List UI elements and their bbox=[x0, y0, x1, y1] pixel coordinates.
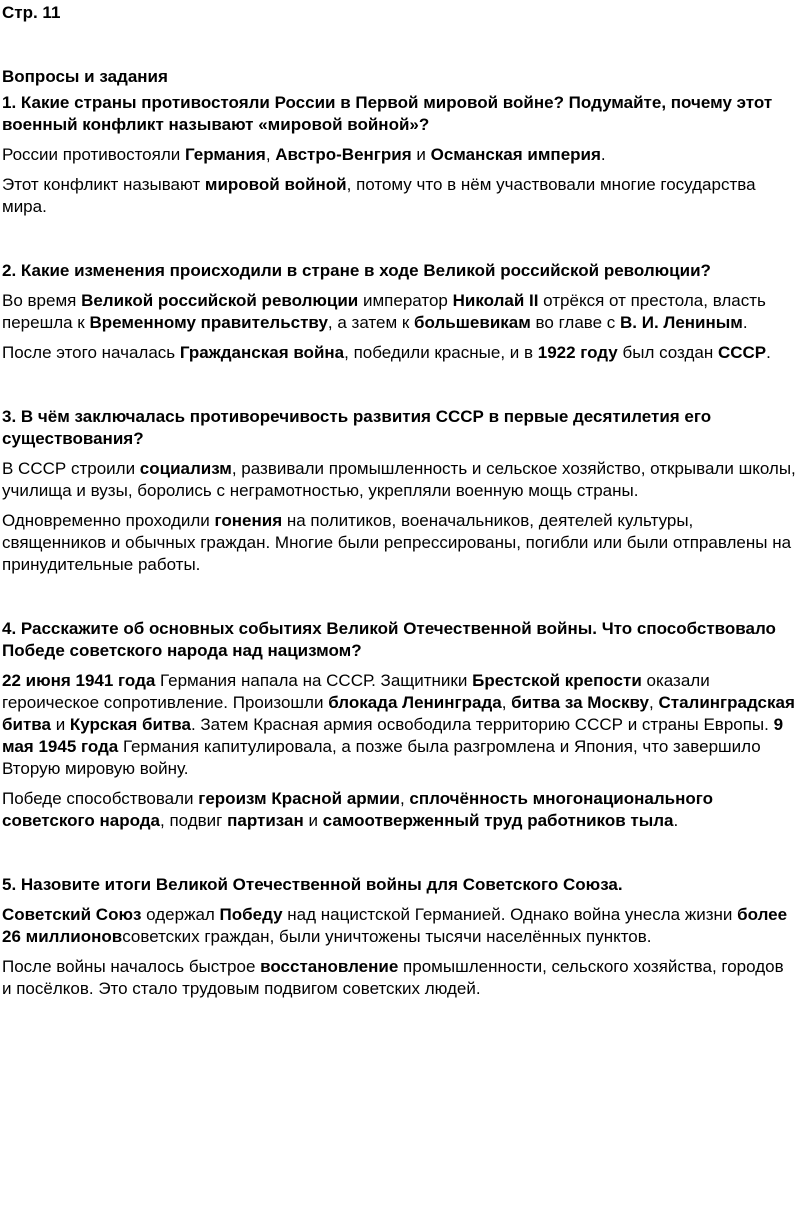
answer-text: и bbox=[303, 811, 323, 830]
answer-text: Одновременно проходили bbox=[2, 511, 215, 530]
answer-text: над нацистской Германией. Однако война унесла жизни bbox=[282, 905, 738, 924]
answer-text: во главе с bbox=[530, 313, 621, 332]
answer-paragraph bbox=[2, 670, 800, 780]
question-block bbox=[2, 92, 800, 218]
answer-text: . bbox=[600, 145, 606, 164]
question-title: 2. Какие изменения происходили в стране в ходе Великой российской революции? bbox=[2, 261, 711, 280]
answer-text: и bbox=[50, 715, 70, 734]
answer-paragraph bbox=[2, 174, 800, 218]
question-title: 4. Расскажите об основных событиях Великой Отечественной войны. Что способствовало Победе советского народа над нацизмом? bbox=[2, 619, 776, 660]
answer-text: . bbox=[673, 811, 679, 830]
answer-text: Этот конфликт называют bbox=[2, 175, 205, 194]
question-title: 1. Какие страны противостояли России в Первой мировой войне? Подумайте, почему этот военный конфликт называют «мировой войной»? bbox=[2, 93, 773, 134]
answer-text: , развивали промышленность и сельское хозяйство, открывали школы, училища и вузы, боролись с неграмотностью, укрепляли военную мощь страны. bbox=[2, 459, 796, 500]
question-title: 5. Назовите итоги Великой Отечественной войны для Советского Союза. bbox=[2, 875, 623, 894]
bold-term: Великой российской революции bbox=[81, 291, 359, 310]
bold-term: 1922 году bbox=[537, 343, 618, 362]
answer-text: Германия напала на СССР. Защитники bbox=[155, 671, 473, 690]
bold-term: Брестской крепости bbox=[472, 671, 642, 690]
question-block bbox=[2, 874, 800, 1000]
page-number: Стр. 11 bbox=[2, 3, 61, 22]
bold-term: сплочённость многонационального советского народа bbox=[2, 789, 713, 830]
bold-term: В. И. Лениным bbox=[620, 313, 743, 332]
answer-text: . Затем Красная армия освободила территорию СССР и страны Европы. bbox=[190, 715, 774, 734]
answer-paragraph bbox=[2, 904, 800, 948]
bold-term: большевикам bbox=[414, 313, 531, 332]
answer-text: и bbox=[411, 145, 431, 164]
bold-term: Австро-Венгрия bbox=[275, 145, 412, 164]
bold-term: гонения bbox=[214, 511, 283, 530]
answer-text: император bbox=[358, 291, 453, 310]
answer-text: советских граждан, были уничтожены тысячи населённых пунктов. bbox=[122, 927, 652, 946]
answer-text: , bbox=[649, 693, 659, 712]
answer-text: , bbox=[399, 789, 410, 808]
answer-paragraph bbox=[2, 788, 800, 832]
bold-term: Николай II bbox=[452, 291, 539, 310]
bold-term: Османская империя bbox=[430, 145, 601, 164]
answer-text: , победили красные, и в bbox=[344, 343, 538, 362]
bold-term: Победу bbox=[219, 905, 283, 924]
answer-text: Победе способствовали bbox=[2, 789, 199, 808]
bold-term: СССР bbox=[717, 343, 767, 362]
bold-term: блокада Ленинграда bbox=[328, 693, 502, 712]
bold-term: героизм Красной армии bbox=[198, 789, 400, 808]
bold-term: Сталинградская битва bbox=[2, 693, 795, 734]
section-title: Вопросы и задания bbox=[2, 67, 168, 86]
answer-text: на политиков, военачальников, деятелей культуры, священников и обычных граждан. Многие были репрессированы, погибли или были отправлены на принудительные работы. bbox=[2, 511, 792, 574]
bold-term: Временному правительству bbox=[89, 313, 328, 332]
answer-text: , а затем к bbox=[327, 313, 415, 332]
answer-text: отрёкся от престола, власть перешла к bbox=[2, 291, 766, 332]
answer-paragraph bbox=[2, 458, 800, 502]
bold-term: Советский Союз bbox=[2, 905, 142, 924]
bold-term: мировой войной bbox=[204, 175, 347, 194]
questions-list bbox=[2, 92, 800, 1000]
bold-term: более 26 миллионов bbox=[2, 905, 788, 946]
answer-text: , bbox=[265, 145, 276, 164]
answer-text: оказали героическое сопротивление. Произошли bbox=[2, 671, 710, 712]
bold-term: восстановление bbox=[260, 957, 399, 976]
answer-text: После этого началась bbox=[2, 343, 180, 362]
answer-text: Во время bbox=[2, 291, 82, 310]
answer-text: В СССР строили bbox=[2, 459, 140, 478]
answer-text: Германия капитулировала, а позже была разгромлена и Япония, что завершило Вторую мировую войну. bbox=[2, 737, 761, 778]
question-block bbox=[2, 618, 800, 832]
answer-paragraph bbox=[2, 956, 800, 1000]
bold-term: Германия bbox=[184, 145, 266, 164]
answer-text: был создан bbox=[617, 343, 718, 362]
bold-term: битва за Москву bbox=[511, 693, 650, 712]
answer-text: одержал bbox=[141, 905, 220, 924]
bold-term: партизан bbox=[227, 811, 304, 830]
bold-term: Курская битва bbox=[69, 715, 191, 734]
answer-text: После войны началось быстрое bbox=[2, 957, 261, 976]
question-block bbox=[2, 406, 800, 576]
bold-term: Гражданская война bbox=[179, 343, 345, 362]
answer-text: , подвиг bbox=[160, 811, 228, 830]
answer-text: . bbox=[766, 343, 771, 362]
answer-paragraph bbox=[2, 290, 800, 334]
answer-paragraph bbox=[2, 342, 800, 364]
answer-paragraph bbox=[2, 144, 800, 166]
answer-text: , потому что в нём участвовали многие государства мира. bbox=[2, 175, 756, 216]
question-title: 3. В чём заключалась противоречивость развития СССР в первые десятилетия его существования? bbox=[2, 407, 712, 448]
question-block bbox=[2, 260, 800, 364]
bold-term: 22 июня 1941 года bbox=[2, 671, 156, 690]
answer-paragraph bbox=[2, 510, 800, 576]
answer-text: . bbox=[742, 313, 748, 332]
bold-term: социализм bbox=[139, 459, 232, 478]
answer-text: промышленности, сельского хозяйства, городов и посёлков. Это стало трудовым подвигом советских людей. bbox=[2, 957, 784, 998]
answer-text: , bbox=[501, 693, 512, 712]
bold-term: самоотверженный труд работников тыла bbox=[322, 811, 674, 830]
answer-text: России противостояли bbox=[2, 145, 185, 164]
bold-term: 9 мая 1945 года bbox=[2, 715, 784, 756]
